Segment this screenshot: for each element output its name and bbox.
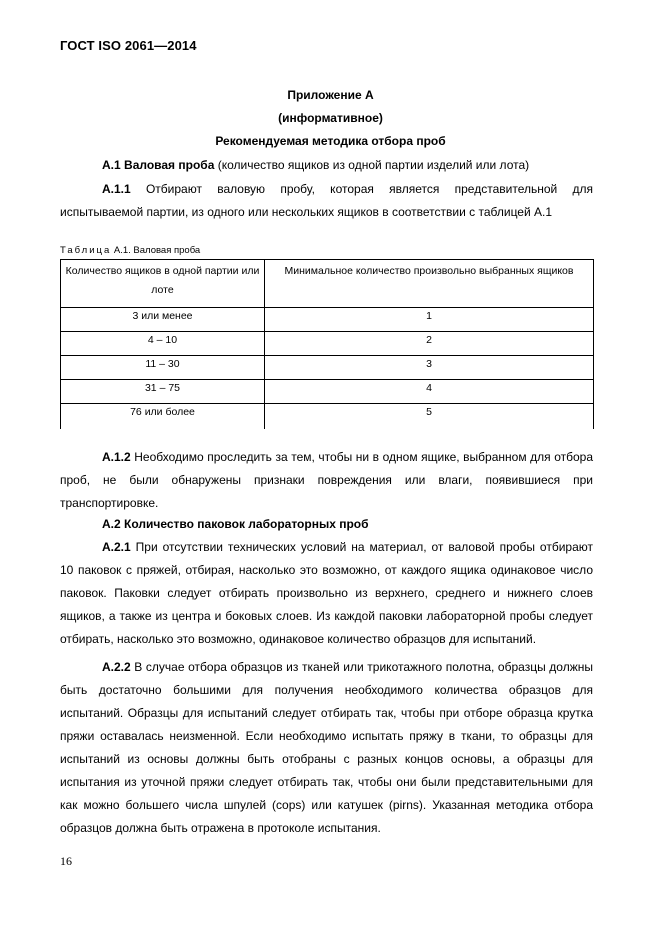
paragraph-number: А.2.2 [102,660,131,674]
table-cell: 3 [265,356,594,380]
table-cell: 3 или менее [61,308,265,332]
paragraph-text: В случае отбора образцов из тканей или трикотажного полотна, образцы должны быть достаточно большими для получения необходимого количества образцов для испытаний. Образцы для испытаний следует отбирать так, чтобы при отборе образца крутка пряжи оставалась неизменной. Если необходимо испытать пряжу в ткани, то образцы для испытаний из основы должны быть отобраны с разных концов основы, а образцы для испытания из уточной пряжи следует отбирать так, чтобы они были представительными для как можно большего числа шпулей (cops) или катушек (pirns). Указанная методика отбора образцов должна быть отражена в протоколе испытания. [60,660,593,835]
paragraph-a1-2 [60,446,593,515]
paragraph-number: А.2.1 [102,540,131,554]
table-caption-prefix: Таблица [60,245,112,256]
document-header: ГОСТ ISO 2061—2014 [60,38,197,53]
table-cell: 11 – 30 [61,356,265,380]
paragraph-text: При отсутствии технических условий на материал, от валовой пробы отбирают 10 паковок с пряжей, отбирая, насколько это возможно, от каждого ящика одинаковое число паковок. Паковки следует отбирать произвольно из верхнего, среднего и нижнего слоев ящиков, а также из центра и боковых слоев. Из каждой паковки лабораторной пробы следует отбирать, насколько это возможно, одинаковое количество образцов для испытаний. [60,540,593,646]
section-number: А.1 [102,158,121,172]
column-header-min-boxes: Минимальное количество произвольно выбранных ящиков [265,260,594,308]
table-cell: 5 [265,404,594,430]
table-cell: 1 [265,308,594,332]
table-cell: 31 – 75 [61,380,265,404]
section-a1-heading [60,154,593,177]
table-row [61,332,594,356]
paragraph-number: А.1.1 [102,182,131,196]
table-cell: 2 [265,332,594,356]
appendix-title: Приложение А [287,88,374,102]
table-row [61,308,594,332]
table-cell: 76 или более [61,404,265,430]
table-cell: 4 – 10 [61,332,265,356]
section-note: (количество ящиков из одной партии изделий или лота) [217,158,530,172]
gross-sample-table [60,259,594,429]
section-title: Валовая проба [124,158,215,172]
paragraph-a1-1 [60,178,593,224]
section-number: А.2 [102,517,121,531]
appendix-subtitle: Рекомендуемая методика отбора проб [215,134,446,148]
paragraph-number: А.1.2 [102,450,131,464]
paragraph-a2-1 [60,536,593,651]
paragraph-text: Отбирают валовую пробу, которая является представительной для испытываемой партии, из одного или нескольких ящиков в соответствии с таблицей А.1 [60,182,593,219]
column-header-lot-boxes: Количество ящиков в одной партии или лоте [61,260,265,308]
table-caption [60,245,200,256]
section-title: Количество паковок лабораторных проб [124,517,369,531]
paragraph-a2-2 [60,656,593,840]
paragraph-text: Необходимо проследить за тем, чтобы ни в одном ящике, выбранном для отбора проб, не были обнаружены признаки повреждения или влаги, появившиеся при транспортировке. [60,450,593,510]
table-row [61,356,594,380]
table-row [61,404,594,430]
table-row [61,380,594,404]
table-caption-title: А.1. Валовая проба [113,245,201,256]
section-a2-heading [60,513,593,536]
table-header-row [61,260,594,308]
appendix-status: (информативное) [278,111,383,125]
page-number: 16 [60,854,72,868]
table-cell: 4 [265,380,594,404]
